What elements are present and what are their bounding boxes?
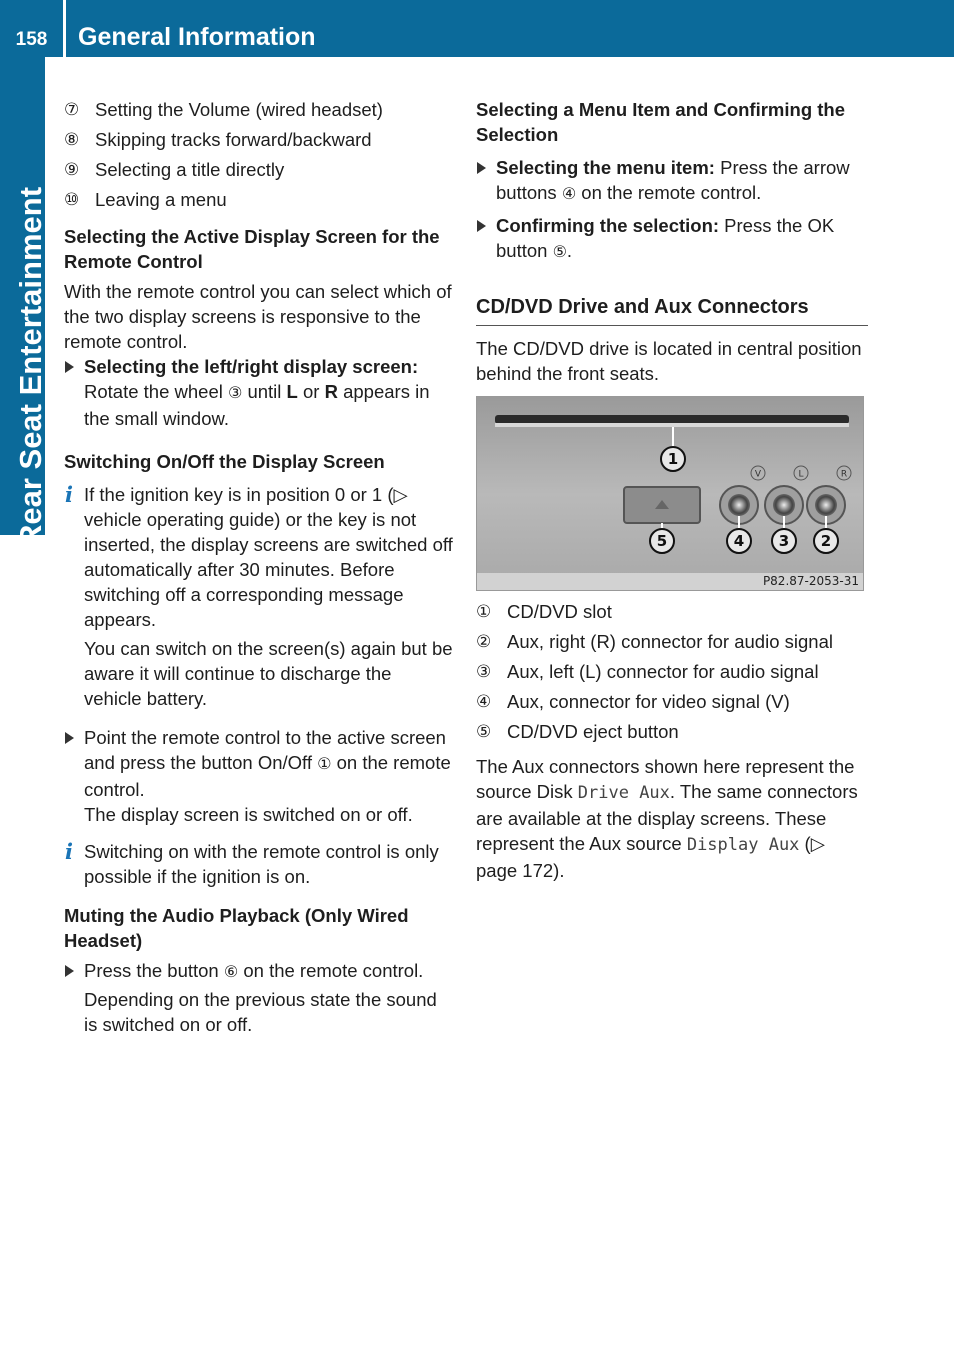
instruction-step bbox=[64, 354, 454, 431]
step-text: Rotate the wheel bbox=[84, 381, 228, 402]
step-label: Confirming the selection: bbox=[496, 215, 720, 236]
instruction-step bbox=[64, 958, 454, 1037]
item-marker: ① bbox=[476, 602, 492, 621]
callout-2-label: 2 bbox=[820, 532, 832, 550]
step-key-l: L bbox=[286, 381, 298, 402]
step-label: Selecting the menu item: bbox=[496, 157, 715, 178]
jack-label-v: V bbox=[754, 469, 762, 480]
item-text: CD/DVD slot bbox=[507, 601, 612, 622]
item-marker: ⑦ bbox=[64, 100, 80, 119]
jack-right-socket bbox=[815, 494, 837, 516]
jack-label-r: R bbox=[840, 469, 848, 480]
callout-5-label: 5 bbox=[656, 532, 668, 550]
note-text: If the ignition key is in position 0 or 1 ( bbox=[84, 484, 394, 505]
step-result: The display screen is switched on or off. bbox=[84, 804, 413, 825]
note-text: vehicle operating guide) or the key is not inserted, the display screens are switched off automatically after 30 minutes. Before switching off a corresponding message appears. bbox=[84, 509, 453, 630]
callout-4-label: 4 bbox=[733, 532, 745, 550]
header-title: General Information bbox=[78, 23, 316, 51]
note-text: Switching on with the remote control is only possible if the ignition is on. bbox=[84, 841, 439, 887]
source-display-aux: Display Aux bbox=[686, 835, 800, 855]
note-text: You can switch on the screen(s) again but be aware it will continue to discharge the vehicle battery. bbox=[84, 638, 453, 709]
instruction-step bbox=[64, 725, 454, 827]
section-heading-muting: Muting the Audio Playback (Only Wired Headset) bbox=[64, 905, 409, 951]
callout-ref: ⑥ bbox=[223, 964, 239, 981]
right-column bbox=[476, 97, 868, 883]
item-text: Selecting a title directly bbox=[95, 159, 285, 180]
step-label: Selecting the left/right display screen: bbox=[84, 356, 419, 377]
step-text: Press the button bbox=[84, 960, 224, 981]
item-text: CD/DVD eject button bbox=[507, 721, 679, 742]
section-heading-menu-item: Selecting a Menu Item and Confirming the Selection bbox=[476, 99, 846, 145]
step-arrow-icon bbox=[65, 732, 74, 744]
numbered-item bbox=[64, 97, 454, 122]
section-heading-active-display: Selecting the Active Display Screen for the Remote Control bbox=[64, 226, 440, 272]
page-ref-arrow-icon: ▷ bbox=[810, 833, 825, 854]
jack-label-l: L bbox=[798, 469, 804, 480]
drive-illustration bbox=[477, 397, 864, 591]
item-marker: ② bbox=[476, 632, 492, 651]
page-header bbox=[0, 0, 954, 57]
step-text: Press the arrow buttons bbox=[496, 157, 850, 203]
legend-item bbox=[476, 599, 868, 624]
info-note bbox=[64, 839, 454, 889]
item-marker: ⑤ bbox=[476, 722, 492, 741]
info-icon: i bbox=[65, 839, 73, 864]
legend-item bbox=[476, 719, 868, 744]
header-divider bbox=[63, 0, 66, 57]
numbered-item bbox=[64, 127, 454, 152]
item-text: Aux, connector for video signal (V) bbox=[507, 691, 790, 712]
instruction-step bbox=[476, 213, 868, 265]
step-arrow-icon bbox=[477, 162, 486, 174]
item-marker: ④ bbox=[476, 692, 492, 711]
numbered-item bbox=[64, 187, 454, 212]
item-text: Aux, right (R) connector for audio signal bbox=[507, 631, 833, 652]
callout-1-label: 1 bbox=[667, 450, 679, 468]
jack-left-socket bbox=[773, 494, 795, 516]
section-heading-switching: Switching On/Off the Display Screen bbox=[64, 451, 385, 472]
item-marker: ⑩ bbox=[64, 190, 80, 209]
item-marker: ⑧ bbox=[64, 130, 80, 149]
side-tab-label: Rear Seat Entertainment bbox=[13, 186, 48, 548]
paragraph-text: The Aux connectors shown here represent the source Disk bbox=[476, 756, 855, 802]
info-note bbox=[64, 482, 454, 711]
numbered-item bbox=[64, 157, 454, 182]
step-text: appears in the small window. bbox=[84, 381, 430, 429]
callout-ref: ④ bbox=[561, 186, 577, 203]
step-text: until bbox=[242, 381, 287, 402]
page-ref-arrow-icon: ▷ bbox=[393, 484, 408, 505]
item-text: Skipping tracks forward/backward bbox=[95, 129, 372, 150]
item-text: Setting the Volume (wired headset) bbox=[95, 99, 383, 120]
left-column bbox=[64, 97, 454, 1043]
item-marker: ③ bbox=[476, 662, 492, 681]
step-text: or bbox=[297, 381, 325, 402]
jack-video-socket bbox=[728, 494, 750, 516]
item-text: Aux, left (L) connector for audio signal bbox=[507, 661, 819, 682]
item-text: Leaving a menu bbox=[95, 189, 227, 210]
paragraph: With the remote control you can select which of the two display screens is responsive to the remote control. bbox=[64, 281, 452, 352]
paragraph: The CD/DVD drive is located in central position behind the front seats. bbox=[476, 338, 862, 384]
section-side-tab bbox=[0, 57, 48, 548]
section-heading-cd-dvd: CD/DVD Drive and Aux Connectors bbox=[476, 295, 868, 326]
step-key-r: R bbox=[324, 381, 338, 402]
step-text: on the remote control. bbox=[576, 182, 762, 203]
info-icon: i bbox=[65, 482, 73, 507]
cd-dvd-drive-figure bbox=[476, 396, 864, 591]
callout-ref: ① bbox=[317, 756, 332, 773]
step-text: on the remote control. bbox=[84, 752, 451, 800]
step-text: Point the remote control to the active screen and press the button On/Off bbox=[84, 727, 446, 773]
callout-ref: ③ bbox=[227, 385, 243, 402]
source-disk-drive-aux: Drive Aux bbox=[577, 783, 670, 803]
step-text: . bbox=[566, 240, 573, 261]
step-result: Depending on the previous state the sound is switched on or off. bbox=[84, 989, 437, 1035]
page-number: 158 bbox=[15, 29, 48, 50]
paragraph-text: . The same connectors are available at the display screens. These represent the Aux source bbox=[476, 781, 858, 854]
callout-3-label: 3 bbox=[778, 532, 790, 550]
legend-item bbox=[476, 629, 868, 654]
figure-code: P82.87-2053-31 bbox=[762, 574, 859, 588]
paragraph-text: page 172). bbox=[476, 860, 565, 881]
disc-slot bbox=[495, 415, 849, 424]
instruction-step bbox=[476, 155, 868, 207]
legend-item bbox=[476, 689, 868, 714]
legend-item bbox=[476, 659, 868, 684]
item-marker: ⑨ bbox=[64, 160, 80, 179]
paragraph bbox=[476, 754, 868, 883]
step-arrow-icon bbox=[65, 965, 74, 977]
step-arrow-icon bbox=[65, 361, 74, 373]
paragraph-text: ( bbox=[799, 833, 811, 854]
step-text: Press the OK button bbox=[496, 215, 835, 261]
step-arrow-icon bbox=[477, 220, 486, 232]
callout-ref: ⑤ bbox=[552, 244, 567, 261]
disc-slot-lip bbox=[495, 423, 849, 427]
step-text: on the remote control. bbox=[238, 960, 424, 981]
